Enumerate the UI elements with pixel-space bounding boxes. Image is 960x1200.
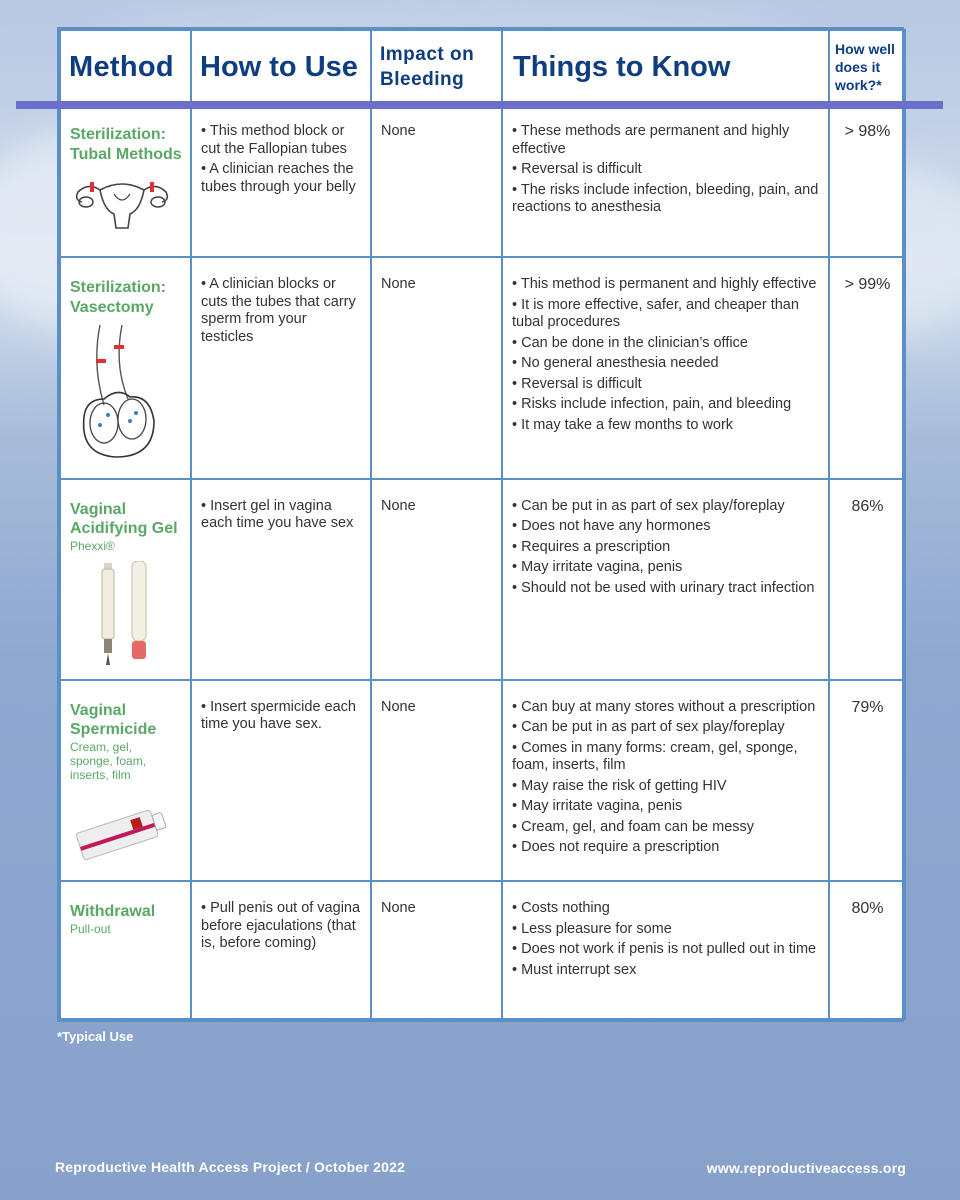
method-name: Vaginal Spermicide	[70, 701, 157, 739]
header-effectiveness: How well does it work?*	[829, 30, 905, 104]
table-row	[60, 104, 905, 257]
header-how-to-use: How to Use	[191, 30, 371, 104]
footer-website: www.reproductiveaccess.org	[706, 1160, 906, 1176]
methods-table	[59, 29, 906, 1020]
things-to-know-cell: • Can be put in as part of sex play/foreplay • Does not have any hormones • Requires a prescription • May irritate vagina, penis • Should not be used with urinary tract infection	[502, 479, 829, 680]
spermicide-tube-icon	[70, 790, 170, 870]
vasectomy-diagram-icon	[70, 325, 170, 465]
gel-applicator-icon	[70, 561, 170, 671]
table-row	[60, 680, 905, 881]
header-method: Method	[60, 30, 191, 104]
how-to-use-cell: • Pull penis out of vagina before ejaculations (that is, before coming)	[191, 881, 371, 1019]
method-cell	[60, 257, 191, 478]
effectiveness-value: > 99%	[829, 257, 905, 478]
footnote: *Typical Use	[57, 1029, 134, 1044]
method-cell	[60, 479, 191, 680]
how-to-use-cell: • Insert gel in vagina each time you have sex	[191, 479, 371, 680]
contraception-chart	[57, 27, 904, 1022]
bleeding-cell: None	[371, 881, 502, 1019]
method-name: Sterilization: Tubal Methods	[70, 126, 182, 163]
bleeding-cell: None	[371, 680, 502, 881]
method-subtitle: Pull-out	[70, 921, 111, 936]
method-cell	[60, 881, 191, 1019]
table-row	[60, 257, 905, 478]
things-to-know-cell: • These methods are permanent and highly effective • Reversal is difficult • The risks include infection, bleeding, pain, and reactions to anesthesia	[502, 104, 829, 257]
header-row	[60, 30, 905, 104]
effectiveness-value: 86%	[829, 479, 905, 680]
method-cell	[60, 680, 191, 881]
method-name: Vaginal Acidifying Gel	[70, 500, 178, 538]
things-to-know-cell: • Costs nothing • Less pleasure for some • Does not work if penis is not pulled out in time • Must interrupt sex	[502, 881, 829, 1019]
method-cell	[60, 104, 191, 257]
how-to-use-cell: • This method block or cut the Fallopian tubes • A clinician reaches the tubes through your belly	[191, 104, 371, 257]
header-impact-on-bleeding: Impact on Bleeding	[371, 30, 502, 104]
how-to-use-cell: • A clinician blocks or cuts the tubes that carry sperm from your testicles	[191, 257, 371, 478]
method-name: Sterilization: Vasectomy	[70, 279, 167, 316]
things-to-know-cell: • This method is permanent and highly effective • It is more effective, safer, and cheaper than tubal procedures • Can be done in the clinician’s office • No general anesthesia needed • Reversal is difficult • Risks include infection, pain, and bleeding • It may take a few months to work	[502, 257, 829, 478]
effectiveness-value: > 98%	[829, 104, 905, 257]
method-subtitle: Cream, gel, sponge, foam, inserts, film	[70, 739, 147, 782]
effectiveness-value: 80%	[829, 881, 905, 1019]
bleeding-cell: None	[371, 104, 502, 257]
footer-credit: Reproductive Health Access Project / October 2022	[55, 1159, 406, 1175]
header-accent-bar	[16, 101, 943, 109]
header-things-to-know: Things to Know	[502, 30, 829, 104]
how-to-use-cell: • Insert spermicide each time you have sex.	[191, 680, 371, 881]
table-row	[60, 479, 905, 680]
method-name: Withdrawal	[70, 903, 156, 921]
effectiveness-value: 79%	[829, 680, 905, 881]
bleeding-cell: None	[371, 257, 502, 478]
things-to-know-cell: • Can buy at many stores without a prescription • Can be put in as part of sex play/foreplay • Comes in many forms: cream, gel, sponge, foam, inserts, film • May raise the risk of getting HIV • May irritate vagina, penis • Cream, gel, and foam can be messy • Does not require a prescription	[502, 680, 829, 881]
bleeding-cell: None	[371, 479, 502, 680]
table-row	[60, 881, 905, 1019]
method-subtitle: Phexxi®	[70, 538, 115, 553]
uterus-fallopian-tubes-icon	[70, 172, 174, 230]
